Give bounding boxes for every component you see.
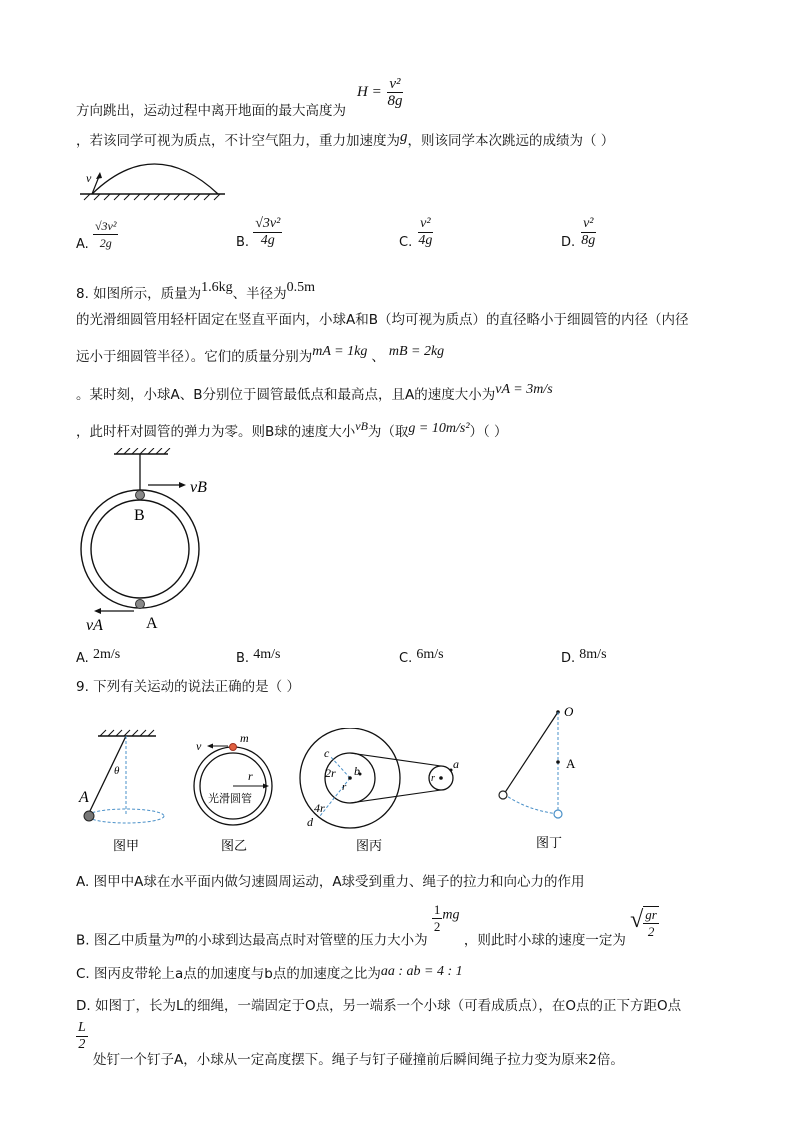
vb-arrowhead	[179, 482, 186, 488]
label-r: r	[342, 781, 347, 793]
label-a: A	[566, 756, 576, 771]
q7-line1-text: 方向跳出，运动过程中离开地面的最大高度为	[76, 103, 346, 119]
q9-option-d-frac: $\frac{L}{2}$	[78, 1020, 86, 1052]
label-r2: r	[431, 773, 435, 784]
label-m: m	[240, 731, 249, 745]
q7-height-formula: H = $\frac{\text{v²}}{8g}$	[357, 76, 403, 109]
ball-a	[136, 600, 145, 609]
label-b: B	[134, 507, 145, 524]
ball-m	[230, 744, 237, 751]
q9-option-b[interactable]: B. 图乙中质量为m的小球到达最高点时对管壁的压力大小为 $\frac{1}{2}$ mg ，则此时小球的速度一定为 √ $\frac{gr}{2}$	[76, 902, 657, 949]
fig-yi	[190, 728, 280, 858]
q7-line2-text: ，若该同学可视为质点，不计空气阻力，重力加速度为g，则该同学本次跳远的成绩为（ ）	[76, 129, 615, 149]
caption-bing: 图丙	[356, 839, 383, 854]
ball-start	[499, 791, 507, 799]
string	[89, 736, 126, 813]
q8-option-b[interactable]: B. 4m/s	[236, 647, 281, 666]
ceiling-hatch	[116, 448, 170, 454]
q8-line5: ，此时杆对圆管的弹力为零。则B球的速度大小vB为（取g = 10m/s²）（ ）	[76, 419, 508, 440]
label-v: v	[196, 739, 202, 753]
label-o: O	[564, 704, 574, 719]
label-r: r	[248, 769, 253, 783]
center-dot	[348, 776, 352, 780]
fig-jia	[76, 728, 166, 858]
label-a: A	[146, 615, 158, 632]
q8-option-c[interactable]: C. 6m/s	[399, 647, 444, 666]
ground-hatch	[84, 194, 220, 200]
q9-option-d-line2: 处钉一个钉子A，小球从一定高度摆下。绳子与钉子碰撞前后瞬间绳子拉力变为原来2倍。	[93, 1052, 624, 1068]
caption-ding: 图丁	[536, 836, 563, 851]
belt-top	[350, 753, 441, 766]
q8-ring-figure	[78, 448, 248, 638]
label-a: a	[453, 757, 459, 771]
q7-option-a[interactable]: A. $\frac{\text{√3v²}}{2g}$	[76, 219, 117, 252]
caption-jia: 图甲	[113, 839, 140, 854]
belt-bottom	[350, 790, 441, 803]
q8-line1: 8. 如图所示，质量为1.6kg、半径为0.5m	[76, 280, 316, 302]
velocity-label: v	[86, 171, 92, 185]
q7-trajectory-figure	[80, 152, 230, 202]
q8-option-a[interactable]: A. 2m/s	[76, 647, 121, 666]
label-4r: 4r	[314, 801, 325, 815]
vb-label: vB	[190, 479, 207, 496]
va-arrowhead	[94, 608, 101, 614]
label-tube: 光滑圆管	[208, 792, 252, 805]
q7-option-d[interactable]: D. $\frac{\text{v²}}{8g}$	[561, 216, 596, 250]
label-b: b	[354, 764, 360, 778]
right-center	[439, 776, 443, 780]
q8-line2: 的光滑细圆管用轻杆固定在竖直平面内，小球A和B（均可视为质点）的直径略小于细圆管的内径（内径	[76, 312, 689, 328]
label-theta: θ	[114, 765, 120, 777]
va-label: vA	[86, 617, 103, 634]
ball-bottom	[554, 810, 562, 818]
ball-b	[136, 491, 145, 500]
parabola-path	[92, 164, 218, 194]
q8-line3: 远小于细圆管半径）。它们的质量分别为mA = 1kg 、 mB = 2kg	[76, 344, 445, 365]
q9-option-c[interactable]: C. 图丙皮带轮上a点的加速度与b点的加速度之比为aa : ab = 4 : 1	[76, 964, 463, 982]
string	[504, 712, 558, 794]
nail-a	[556, 760, 560, 764]
fig-bing	[298, 728, 463, 858]
caption-yi: 图乙	[221, 839, 248, 854]
q9-option-d-line1[interactable]: D. 如图丁，长为L的细绳，一端固定于O点，另一端系一个小球（可看成质点），在O点的正下方距O点	[76, 998, 682, 1014]
q8-line4: 。某时刻，小球A、B分别位于圆管最低点和最高点，且A的速度大小为vA = 3m/s	[76, 382, 553, 403]
velocity-arrowhead	[96, 172, 102, 179]
q7-option-c[interactable]: C. $\frac{\text{v²}}{4g}$	[399, 216, 433, 250]
label-2r: 2r	[325, 766, 336, 780]
v-arrowhead	[207, 744, 213, 749]
fig-ding	[490, 702, 590, 852]
label-c: c	[324, 746, 330, 760]
sqrt-expression: √ $\frac{gr}{2}$	[630, 906, 657, 939]
q9-option-a[interactable]: A. 图甲中A球在水平面内做匀速圆周运动，A球受到重力、绳子的拉力和向心力的作用	[76, 874, 585, 890]
ball-a	[84, 811, 94, 821]
q9-stem: 9. 下列有关运动的说法正确的是（ ）	[76, 679, 300, 695]
label-a: A	[79, 789, 89, 806]
q8-option-d[interactable]: D. 8m/s	[561, 647, 607, 666]
q7-option-b[interactable]: B. $\frac{\text{√3v²}}{4g}$	[236, 216, 281, 250]
swing-arc	[504, 794, 558, 814]
label-d: d	[307, 815, 313, 829]
ceiling-hatch	[100, 730, 154, 736]
